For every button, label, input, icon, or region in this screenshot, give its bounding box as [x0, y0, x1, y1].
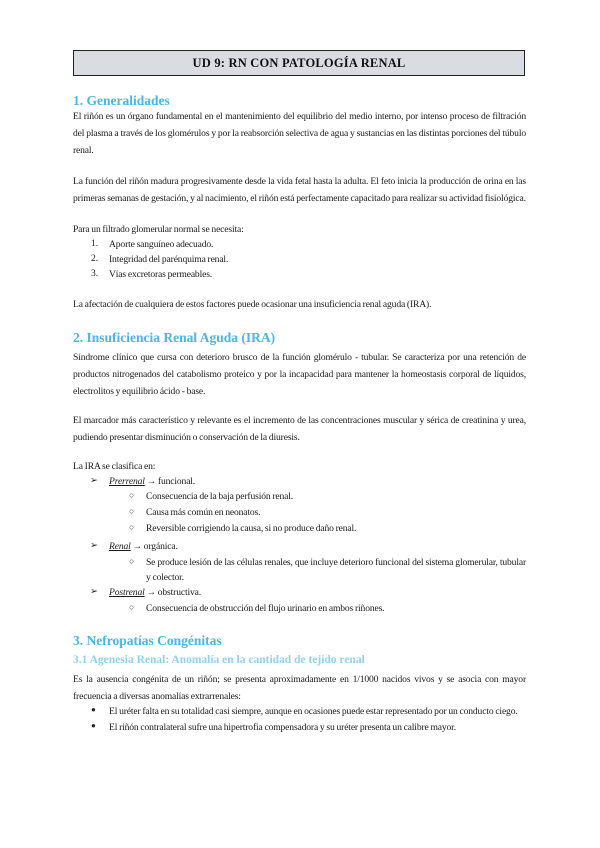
paragraph: Síndrome clínico que cursa con deterioro brusco de la función glomérulo - tubular. Se caracteriza por una retención de productos nitrogenados del catabolismo proteico y por la incapacidad para mantener la homeostasis corporal de líquidos, electrolitos y equilibrio ácido - base. [73, 352, 526, 397]
circle-bullet-icon: ○ [129, 522, 135, 532]
title-banner [73, 50, 525, 76]
sub-list-item: Reversible corrigiendo la causa, si no produce daño renal. [146, 523, 357, 534]
circle-bullet-icon: ○ [129, 490, 135, 500]
sub-list-item: Causa más común en neonatos. [146, 507, 261, 518]
list-item: Vías excretoras permeables. [109, 269, 213, 280]
arrow-bullet-icon: ➢ [90, 586, 99, 597]
circle-bullet-icon: ○ [129, 556, 135, 566]
type-name: Postrenal [109, 587, 145, 598]
bullet-item: El riñón contralateral sufre una hipertrofia compensadora y su uréter presenta un calibre mayor. [109, 722, 456, 733]
list-number: 2. [91, 253, 99, 264]
subsection-heading-agenesia: 3.1 Agenesia Renal: Anomalía en la cantidad de tejido renal [73, 654, 365, 666]
type-arrow: → orgánica. [132, 541, 178, 552]
arrow-bullet-icon: ➢ [90, 540, 99, 551]
paragraph: El marcador más característico y relevante es el incremento de las concentraciones muscular y sérica de creatinina y urea, pudiendo presentar disminución o conservación de la diuresis. [73, 415, 526, 443]
paragraph: La afectación de cualquiera de estos factores puede ocasionar una insuficiencia renal aguda (IRA). [73, 299, 432, 310]
circle-bullet-icon: ○ [129, 506, 135, 516]
arrow-bullet-icon: ➢ [90, 475, 99, 486]
paragraph: Para un filtrado glomerular normal se necesita: [73, 224, 244, 235]
paragraph: La función del riñón madura progresivamente desde la vida fetal hasta la adulta. El feto inicia la producción de orina en las primeras semanas de gestación, y al nacimiento, el riñón está perfectamente capacitado para realizar su actividad fisiológica. [73, 176, 526, 204]
paragraph: La IRA se clasifica en: [73, 461, 156, 472]
section-heading-nefropatias: 3. Nefropatías Congénitas [73, 633, 222, 648]
list-number: 1. [91, 238, 99, 249]
list-item: Aporte sanguíneo adecuado. [109, 239, 214, 250]
type-item-postrenal [109, 586, 201, 600]
type-name: Renal [109, 541, 131, 552]
section-heading-generalidades: 1. Generalidades [73, 93, 170, 108]
list-item: Integridad del parénquima renal. [109, 254, 229, 265]
dot-bullet-icon: ● [91, 721, 96, 730]
page-title: UD 9: RN CON PATOLOGÍA RENAL [192, 55, 406, 70]
sub-list-item: Se produce lesión de las células renales, que incluye deterioro funcional del sistema glomerular, tubular y colector. [146, 557, 526, 583]
type-name: Prerrenal [109, 476, 145, 487]
paragraph: Es la ausencia congénita de un riñón; se presenta aproximadamente en 1/1000 nacidos vivos y se asocia con mayor frecuencia a diversas anomalías extrarrenales: [73, 674, 526, 702]
type-item-renal [109, 540, 178, 554]
type-arrow: → obstructiva. [146, 587, 201, 598]
sub-list-item: Consecuencia de obstrucción del flujo urinario en ambos riñones. [146, 603, 385, 614]
circle-bullet-icon: ○ [129, 602, 135, 612]
dot-bullet-icon: ● [91, 705, 96, 714]
section-heading-ira: 2. Insuficiencia Renal Aguda (IRA) [73, 330, 276, 345]
type-arrow: → funcional. [146, 476, 196, 487]
list-number: 3. [91, 268, 99, 279]
bullet-item: El uréter falta en su totalidad casi siempre, aunque en ocasiones puede estar representado por un conducto ciego. [109, 706, 518, 717]
type-item-prerrenal [109, 475, 195, 489]
paragraph: El riñón es un órgano fundamental en el mantenimiento del equilibrio del medio interno, por intenso proceso de filtración del plasma a través de los glomérulos y por la reabsorción selectiva de agua y sustancias en las distintas porciones del túbulo renal. [73, 111, 526, 156]
sub-list-item: Consecuencia de la baja perfusión renal. [146, 491, 294, 502]
